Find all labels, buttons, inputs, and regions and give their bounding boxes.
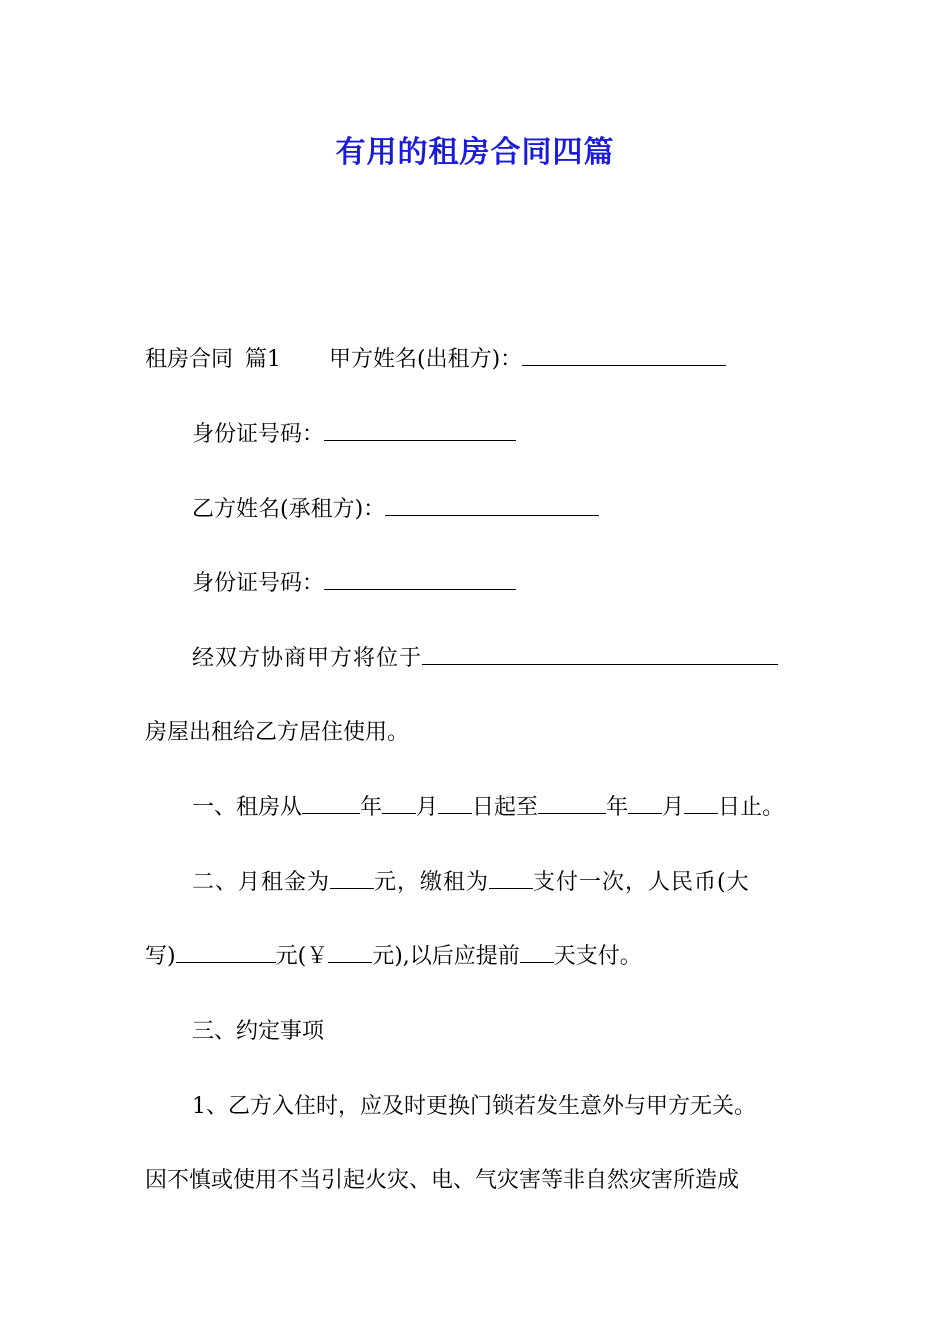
id-a-blank [324, 420, 516, 441]
id-a-label: 身份证号码： [192, 422, 325, 447]
line-purpose [145, 718, 409, 748]
start-day-blank [438, 793, 472, 814]
purpose-text: 房屋出租给乙方居住使用。 [145, 720, 410, 745]
clause-1-text: 1、乙方入住时，应及时更换门锁若发生意外与甲方无关。 [192, 1094, 756, 1119]
clause-1-cont-text: 因不慎或使用不当引起火灾、电、气灾害等非自然灾害所造成 [145, 1168, 740, 1193]
line-amount [145, 942, 642, 972]
year-label: 年 [360, 795, 383, 820]
document-title: 有用的租房合同四篇 [335, 135, 615, 170]
amount-caps-text: 写) [145, 944, 176, 969]
end-year-label: 年 [606, 795, 629, 820]
start-month-blank [382, 793, 416, 814]
line-location [192, 644, 778, 674]
party-a-label: 甲方姓名(出租方)： [329, 347, 523, 372]
amount-num-blank [328, 942, 372, 963]
advance-days-blank [520, 942, 554, 963]
end-day-label: 日止。 [718, 795, 785, 820]
rent-blank [330, 868, 374, 889]
end-year-blank [538, 793, 606, 814]
start-year-blank [302, 793, 360, 814]
location-blank [422, 644, 778, 665]
pay-days-text: 天支付。 [553, 944, 642, 969]
line-clause-1 [192, 1092, 756, 1122]
amount-caps-blank [176, 942, 276, 963]
agreement-heading: 三、约定事项 [192, 1019, 325, 1044]
party-b-blank [385, 495, 599, 516]
advance-text: 元),以后应提前 [372, 944, 520, 969]
line-id-b [192, 569, 516, 599]
line-party-b [192, 495, 599, 525]
amount-yuan-text: 元(￥ [275, 944, 329, 969]
day-from-label: 日起至 [472, 795, 539, 820]
id-b-label: 身份证号码： [192, 571, 325, 596]
line-party-a [145, 345, 726, 375]
party-a-blank [522, 345, 726, 366]
rent-text: 二、月租金为 [192, 870, 331, 895]
location-text: 经双方协商甲方将位于 [192, 646, 423, 671]
line-clause-1-cont [145, 1166, 739, 1196]
term-start-text: 一、租房从 [192, 795, 303, 820]
part-label: 篇1 [245, 347, 282, 372]
end-day-blank [684, 793, 718, 814]
line-term [192, 793, 784, 823]
rent-pay-text: 元，缴租为 [374, 870, 490, 895]
section-label: 租房合同 [145, 347, 234, 372]
month-label: 月 [416, 795, 439, 820]
line-rent [192, 868, 750, 898]
rmb-text: 支付一次，人民币(大 [533, 870, 750, 895]
id-b-blank [324, 569, 516, 590]
line-id-a [192, 420, 516, 450]
line-agreement-heading [192, 1017, 324, 1047]
end-month-label: 月 [662, 795, 685, 820]
end-month-blank [628, 793, 662, 814]
pay-period-blank [489, 868, 533, 889]
party-b-label: 乙方姓名(承租方)： [192, 497, 386, 522]
